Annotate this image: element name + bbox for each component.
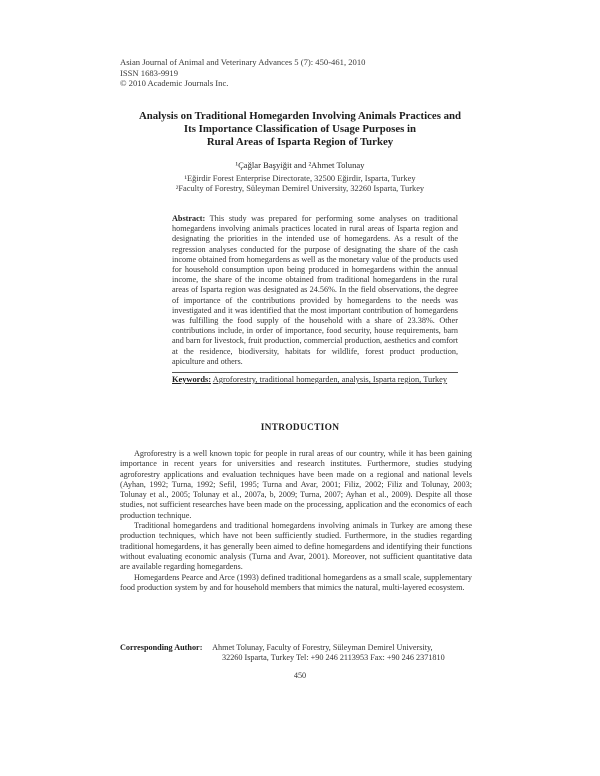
title-line-1: Analysis on Traditional Homegarden Involving Animals Practices and bbox=[138, 110, 462, 122]
corresponding-author bbox=[120, 643, 445, 664]
abstract-text: This study was prepared for performing some analyses on traditional homegardens involving animals practices located in rural areas of Isparta region and designating the priorities in the intended use of homegardens. As a result of the regression analyses conducted for the purpose of designating the share of the cash income obtained from homegardens as well as the monetary value of the products used for household consumption upon being produced in homegardens within the annual income, the share of the income obtained from traditional homegardens in the rural areas of Isparta region was designated as 24.56%. In the field observations, the degree of importance of the contributions provided by homegardens to the needs was investigated and it was identified that the most important contribution of homegardens was fulfilling the food supply of the household with a share of 23.38%. Other contributions include, in order of importance, food security, house requirements, barn and barn for livestock, fruit production, commercial production, aesthetics and comfort at the residence, biodiversity, habitats for wildlife, forest product production, apiculture and others. bbox=[172, 214, 459, 366]
corresponding-line-2: 32260 Isparta, Turkey Tel: +90 246 2113953 Fax: +90 246 2371810 bbox=[222, 653, 445, 663]
intro-paragraph-1: Agroforestry is a well known topic for people in rural areas of our country, while it has been gaining importance in recent years for universities and research institutes. Furthermore, studies studying agroforestry applications and evaluation techniques have been made on a regional and national levels (Ayhan, 1992; Turna, 1992; Sefil, 1995; Turna and Avar, 2001; Filiz, 2002; Filiz and Tolunay, 2003; Tolunay et al., 2005; Tolunay et al., 2007a, b, 2009; Turna, 2007; Ayhan et al., 2009). Despite all those studies, not sufficient researches have been made on the processing, application and the economics of each production technique. bbox=[120, 449, 472, 520]
intro-paragraph-2: Traditional homegardens and traditional homegardens involving animals in Turkey are among these production techniques, which have not been sufficiently studied. Furthermore, in the studies regarding traditional homegardens, it has generally been aimed to define homegardens and identifying their functions without evaluating economic analysis (Turna and Avar, 2001). Moreover, not sufficient quantitative data are available regarding homegardens. bbox=[120, 521, 472, 572]
title-line-2: Its Importance Classification of Usage Purposes in bbox=[183, 123, 417, 135]
issn: ISSN 1683-9919 bbox=[120, 67, 179, 78]
intro-paragraph-3: Homegardens Pearce and Arce (1993) defined traditional homegardens as a small scale, supplementary food production system by and for household members that mimics the natural, multi-layered ecosystem. bbox=[120, 572, 472, 592]
corresponding-label: Corresponding Author: bbox=[120, 643, 203, 652]
paper-title bbox=[100, 110, 500, 149]
section-heading-introduction: INTRODUCTION bbox=[260, 423, 340, 433]
keywords-rule-top bbox=[172, 372, 458, 373]
corresponding-line-1: Ahmet Tolunay, Faculty of Forestry, Süleyman Demirel University, bbox=[212, 643, 433, 652]
journal-citation: Asian Journal of Animal and Veterinary Advances 5 (7): 450-461, 2010 bbox=[120, 57, 366, 67]
keywords-label: Keywords: bbox=[172, 375, 212, 384]
author-list: ¹Çağlar Başyiğit and ²Ahmet Tolunay bbox=[235, 160, 365, 170]
affiliations bbox=[100, 174, 500, 194]
copyright: © 2010 Academic Journals Inc. bbox=[120, 78, 229, 89]
keywords bbox=[172, 375, 472, 384]
affiliation-2: ²Faculty of Forestry, Süleyman Demirel University, 32260 Isparta, Turkey bbox=[175, 184, 425, 194]
journal-header bbox=[120, 57, 365, 89]
affiliation-1: ¹Eğirdir Forest Enterprise Directorate, 32500 Eğirdir, Isparta, Turkey bbox=[184, 174, 416, 183]
abstract bbox=[172, 214, 458, 367]
page-number: 450 bbox=[293, 671, 307, 680]
abstract-label: Abstract: bbox=[172, 214, 206, 223]
keywords-text: Agroforestry, traditional homegarden, analysis, Isparta region, Turkey bbox=[212, 375, 448, 384]
introduction-body bbox=[120, 449, 472, 593]
title-line-3: Rural Areas of Isparta Region of Turkey bbox=[206, 136, 394, 148]
